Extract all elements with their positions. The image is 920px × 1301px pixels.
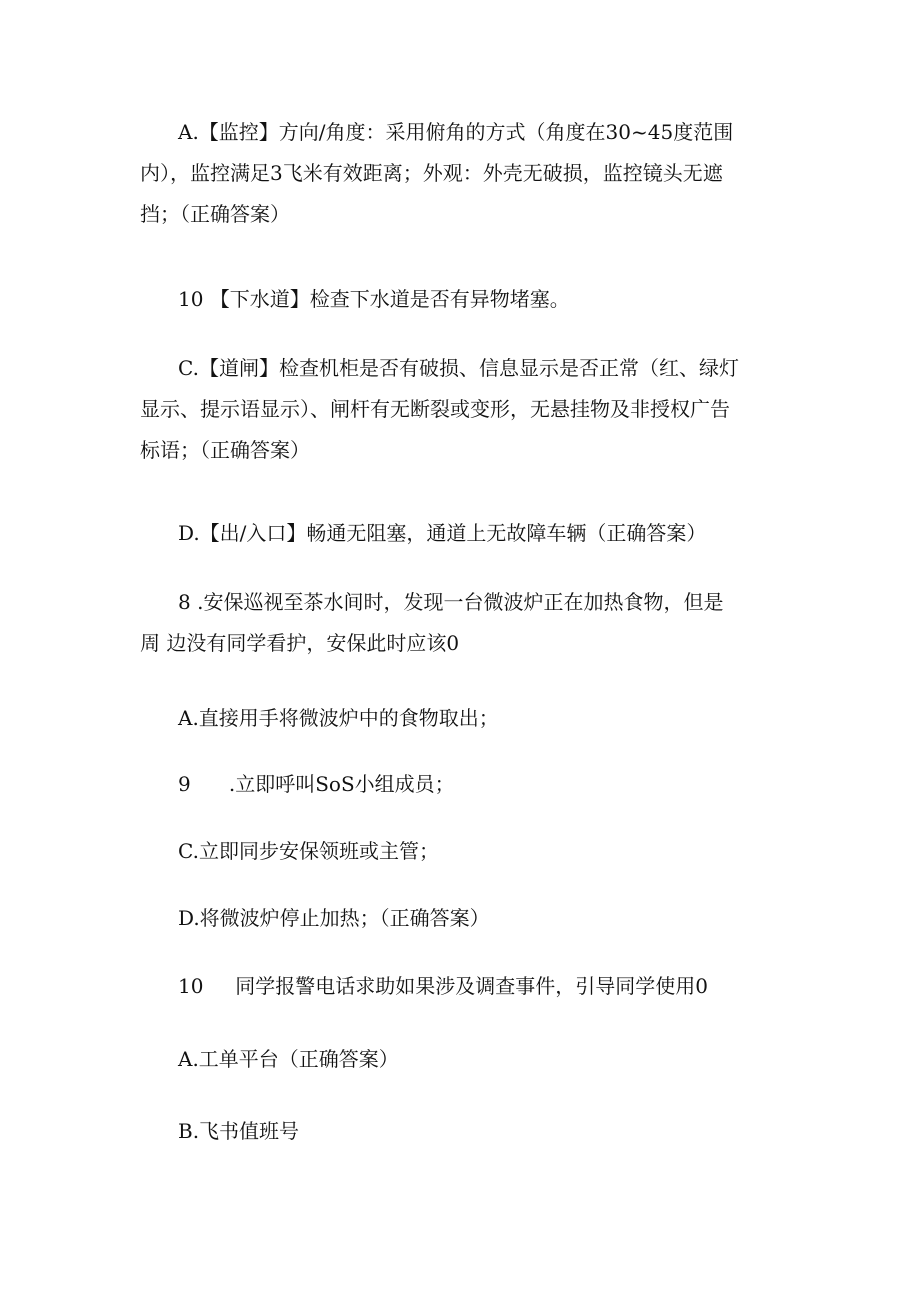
option-a-monitoring — [140, 112, 790, 235]
q8-option-d — [140, 898, 790, 939]
text-line: 周 边没有同学看护，安保此时应该0 — [140, 631, 460, 655]
option-c-barrier-gate — [140, 348, 790, 471]
question-10 — [140, 966, 790, 1007]
q10-option-a — [140, 1039, 790, 1080]
text-line: C.【道闸】检查机柜是否有破损、信息显示是否正常（红、绿灯 — [178, 356, 739, 380]
text-line: 挡；（正确答案） — [140, 202, 290, 226]
text-line: C.立即同步安保领班或主管； — [178, 839, 439, 863]
text-line: A.【监控】方向/角度：采用俯角的方式（角度在30~45度范围 — [178, 120, 734, 144]
text-line: A.直接用手将微波炉中的食物取出； — [178, 706, 499, 730]
q10-option-b — [140, 1111, 790, 1152]
text-line: A.工单平台（正确答案） — [178, 1047, 399, 1071]
text-line: 10 同学报警电话求助如果涉及调查事件，引导同学使用0 — [178, 974, 708, 998]
text-line: 标语；（正确答案） — [140, 438, 310, 462]
text-line: B.飞书值班号 — [178, 1119, 300, 1143]
item-10-sewer — [140, 279, 790, 320]
option-d-entrance — [140, 513, 790, 554]
text-line: 9 .立即呼叫SoS小组成员； — [178, 772, 455, 796]
text-line: D.【出/入口】畅通无阻塞，通道上无故障车辆（正确答案） — [178, 521, 707, 545]
q8-option-a — [140, 698, 790, 739]
text-line: 10 【下水道】检查下水道是否有异物堵塞。 — [178, 287, 570, 311]
text-line: 显示、提示语显示）、闸杆有无断裂或变形，无悬挂物及非授权广告 — [140, 397, 730, 421]
question-8 — [140, 582, 790, 664]
text-line: 内），监控满足3飞米有效距离；外观：外壳无破损，监控镜头无遮 — [140, 161, 723, 185]
text-line: 8 .安保巡视至茶水间时，发现一台微波炉正在加热食物，但是 — [178, 590, 724, 614]
q8-option-c — [140, 831, 790, 872]
text-line: D.将微波炉停止加热；（正确答案） — [178, 906, 490, 930]
q8-option-9 — [140, 764, 790, 805]
